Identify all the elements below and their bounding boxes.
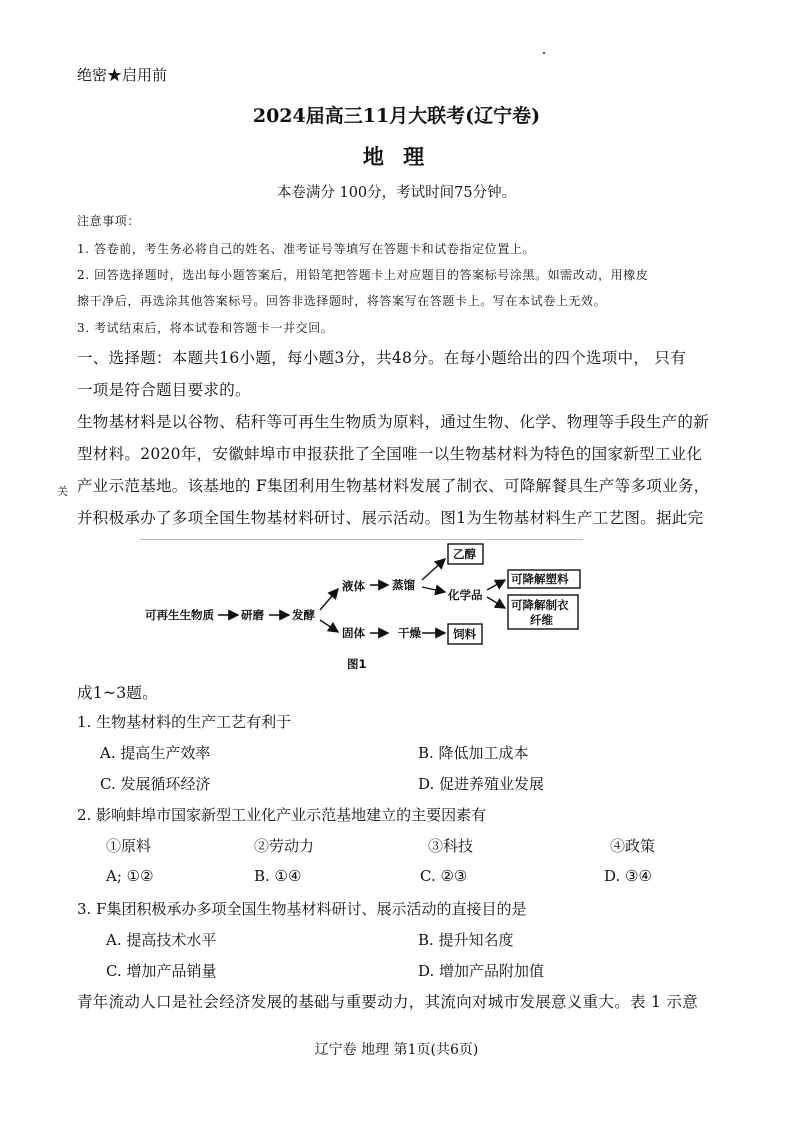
question-3-option-a[interactable]: A. 提高技术水平 (106, 931, 217, 949)
node-distill: 蒸馏 (392, 578, 415, 592)
node-chemicals: 化学品 (448, 588, 483, 602)
question-1-option-a[interactable]: A. 提高生产效率 (100, 744, 211, 762)
question-2-factor: ①原料 (106, 837, 152, 855)
next-passage-line: 青年流动人口是社会经济发展的基础与重要动力，其流向对城市发展意义重大。表 1 示意 (77, 993, 699, 1011)
arrow-ferment-liquid (320, 589, 338, 610)
question-1-option-d[interactable]: D. 促进养殖业发展 (418, 775, 545, 793)
arrow-distill-ethanol (422, 559, 445, 580)
section-heading-line2: 一项是符合题目要求的。 (77, 381, 251, 399)
question-2-factor: ④政策 (610, 837, 656, 855)
node-grind: 研磨 (241, 608, 264, 622)
exam-title: 2024届高三11月大联考(辽宁卷) (252, 105, 541, 127)
passage-line: 型材料。2020年，安徽蚌埠市申报获批了全国唯一以生物基材料为特色的国家新型工业化 (77, 445, 703, 463)
node-source: 可再生生物质 (145, 608, 214, 622)
question-2-factor: ②劳动力 (254, 837, 315, 855)
question-2-option-c[interactable]: C. ②③ (420, 867, 468, 885)
figure-caption: 图1 (347, 657, 367, 671)
node-plastic: 可降解塑料 (511, 572, 569, 586)
passage-line: 并积极承办了多项全国生物基材料研讨、展示活动。图1为生物基材料生产工艺图。据此完 (77, 509, 704, 527)
node-fiber-line1: 可降解制衣 (511, 598, 569, 612)
note-item: 1. 答卷前，考生务必将自己的姓名、准考证号等填写在答题卡和试卷指定位置上。 (77, 242, 536, 256)
arrow-chemicals-fiber (487, 597, 505, 608)
note-item: 擦干净后，再选涂其他答案标号。回答非选择题时，将答案写在答题卡上。写在本试卷上无效。 (77, 294, 607, 308)
section-heading-line1: 一、选择题：本题共16小题，每小题3分，共48分。在每小题给出的四个选项中， 只有 (77, 349, 687, 367)
question-3-option-b[interactable]: B. 提升知名度 (418, 931, 514, 949)
subject-title: 地 理 (362, 144, 431, 169)
question-1-option-b[interactable]: B. 降低加工成本 (418, 744, 529, 762)
question-2-option-b[interactable]: B. ①④ (254, 867, 302, 885)
secret-label: 绝密★启用前 (77, 66, 168, 84)
arrow-distill-chemicals (422, 587, 445, 592)
note-item: 3. 考试结束后，将本试卷和答题卡一并交回。 (77, 321, 334, 335)
node-solid: 固体 (342, 626, 365, 640)
question-3-option-c[interactable]: C. 增加产品销量 (106, 962, 217, 980)
node-ferment: 发酵 (292, 608, 315, 622)
arrow-ferment-solid (320, 620, 338, 632)
question-2-stem: 2. 影响蚌埠市国家新型工业化产业示范基地建立的主要因素有 (77, 806, 487, 824)
node-feed: 饲料 (453, 627, 476, 641)
page-footer: 辽宁卷 地理 第1页(共6页) (314, 1042, 479, 1058)
speck (543, 52, 545, 54)
node-fiber-line2: 纤维 (530, 613, 553, 627)
passage-question-range: 成1~3题。 (77, 684, 159, 702)
arrow-chemicals-plastic (487, 580, 505, 590)
full-mark-info: 本卷满分 100分，考试时间75分钟。 (276, 185, 517, 201)
passage-line: 生物基材料是以谷物、秸秆等可再生生物质为原料，通过生物、化学、物理等手段生产的新 (77, 413, 710, 431)
passage-line: 产业示范基地。该基地的 F集团利用生物基材料发展了制衣、可降解餐具生产等多项业务， (77, 477, 710, 495)
note-item: 2. 回答选择题时，选出每小题答案后，用铅笔把答题卡上对应题目的答案标号涂黑。如需改动，用橡皮 (77, 268, 649, 282)
question-2-option-d[interactable]: D. ③④ (604, 867, 652, 885)
question-2-factor: ③科技 (428, 837, 474, 855)
process-flow-diagram (130, 540, 600, 680)
question-3-stem: 3. F集团积极承办多项全国生物基材料研讨、展示活动的直接目的是 (77, 900, 527, 918)
node-dry: 干燥 (398, 626, 421, 640)
question-3-option-d[interactable]: D. 增加产品附加值 (418, 962, 545, 980)
notes-heading: 注意事项： (77, 214, 141, 228)
question-1-option-c[interactable]: C. 发展循环经济 (100, 775, 211, 793)
question-1-stem: 1. 生物基材料的生产工艺有利于 (77, 713, 292, 731)
node-ethanol: 乙醇 (453, 547, 476, 561)
question-2-option-a[interactable]: A; ①② (106, 867, 154, 885)
binding-mark: 关 (57, 485, 68, 498)
node-liquid: 液体 (342, 579, 365, 593)
